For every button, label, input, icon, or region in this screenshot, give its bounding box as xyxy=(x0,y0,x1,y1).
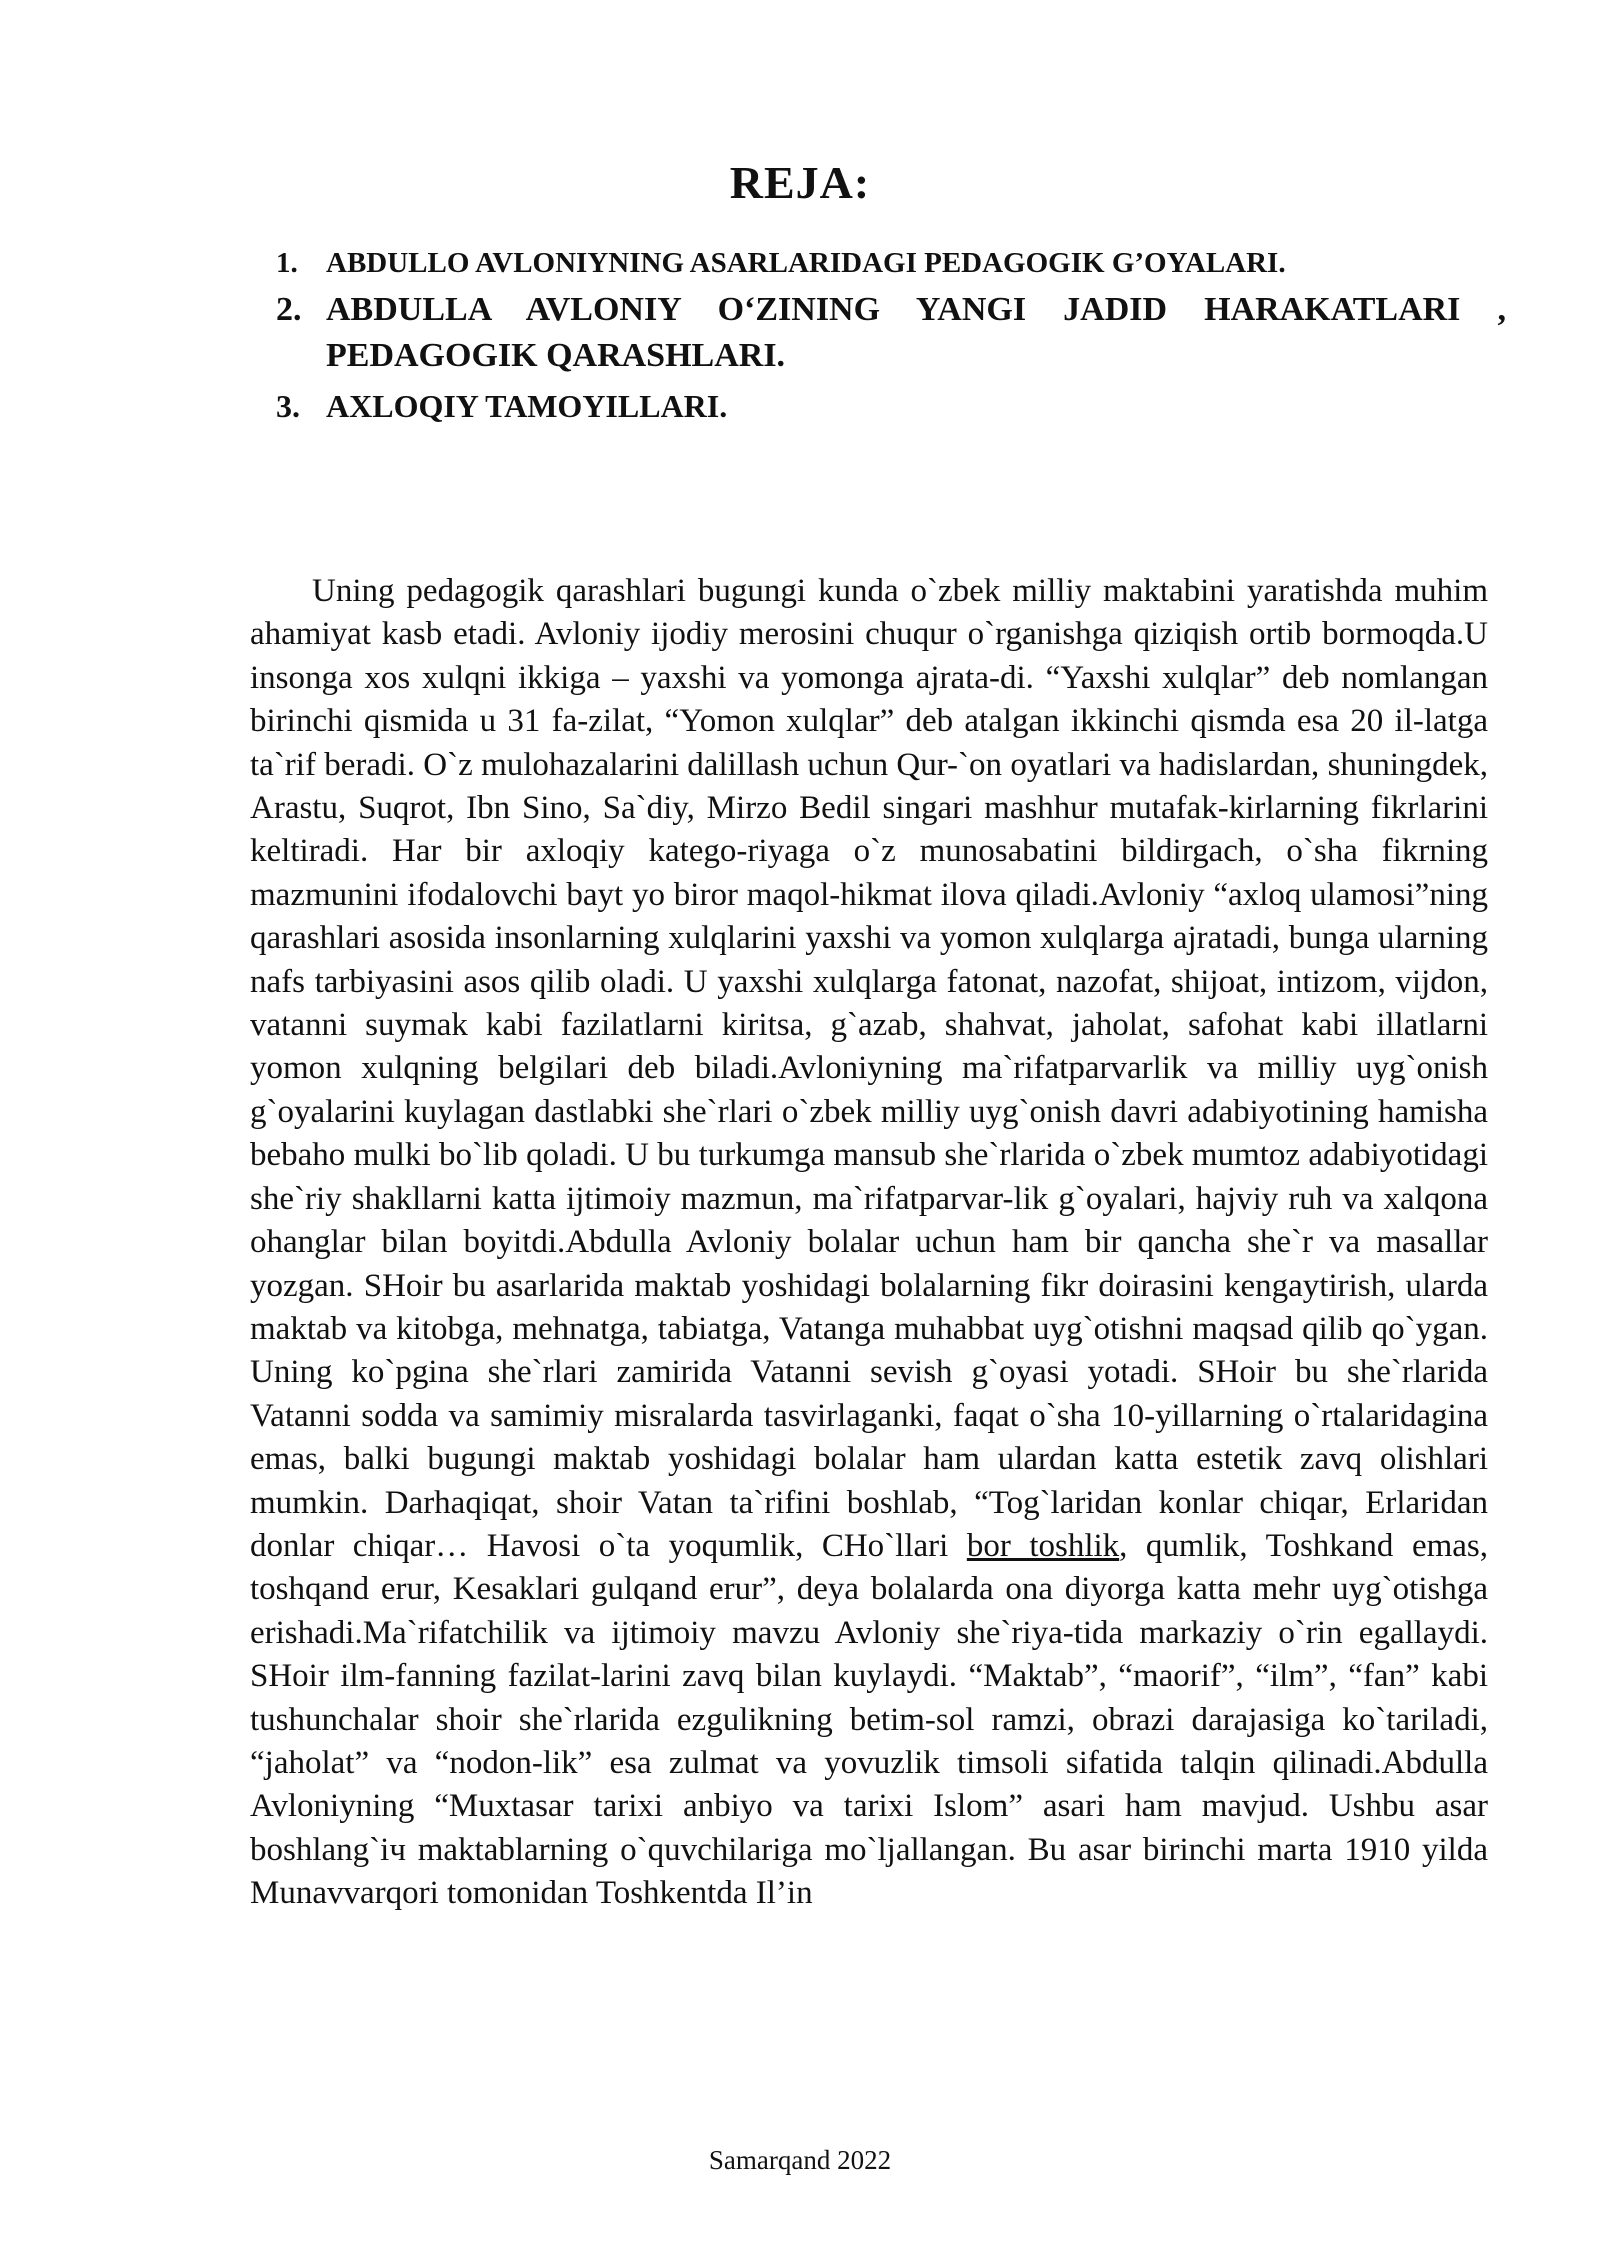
plan-item-text: ABDULLA AVLONIY O‘ZINING YANGI JADID HARAKATLARI , PEDAGOGIK QARASHLARI. xyxy=(326,291,1506,374)
plan-item xyxy=(276,243,1506,283)
plan-list xyxy=(276,243,1506,429)
body-text-part: Uning pedagogik qarashlari bugungi kunda o`zbek milliy maktabini yaratishda muhim ahamiyat kasb etadi. Avloniy ijodiy merosini chuqur o`rganishga qiziqish ortib bormoqda.U insonga xos xulqni ikkiga – yaxshi va yomonga ajrata-di. “Yaxshi xulqlar” deb nomlangan birinchi qismida u 31 fa-zilat, “Yomon xulqlar” deb atalgan ikkinchi qismda esa 20 il-latga ta`rif beradi. O`z mulohazalarini dalillash uchun Qur-`on oyatlari va hadislardan, shuningdek, Arastu, Suqrot, Ibn Sino, Sa`diy, Mirzo Bedil singari mashhur mutafak-kirlarning fikrlarini keltiradi. Har bir axloqiy katego-riyaga o`z munosabatini bildirgach, o`sha fikrning mazmunini ifodalovchi bayt yo biror maqol-hikmat ilova qiladi.Avloniy “axloq ulamosi”ning qarashlari asosida insonlarning xulqlarini yaxshi va yomon xulqlarga ajratadi, bunga ularning nafs tarbiyasini asos qilib oladi. U yaxshi xulqlarga fatonat, nazofat, shijoat, intizom, vijdon, vatanni suymak kabi fazilatlarni kiritsa, g`azab, shahvat, jaholat, safohat kabi illatlarni yomon xulqning belgilari deb biladi.Avloniyning ma`rifatparvarlik va milliy uyg`onish g`oyalarini kuylagan dastlabki she`rlari o`zbek milliy uyg`onish davri adabiyotining hamisha bebaho mulki bo`lib qoladi. U bu turkumga mansub she`rlarida o`zbek mumtoz adabiyotidagi she`riy shakllarni katta ijtimoiy mazmun, ma`rifatparvar-lik g`oyalari, hajviy ruh va xalqona ohanglar bilan boyitdi.Abdulla Avloniy bolalar uchun ham bir qancha she`r va masallar yozgan. SHoir bu asarlarida maktab yoshidagi bolalarning fikr doirasini kengaytirish, ularda maktab va kitobga, mehnatga, tabiatga, Vatanga muhabbat uyg`otishni maqsad qilib qo`ygan. Uning ko`pgina she`rlari zamirida Vatanni sevish g`oyasi yotadi. SHoir bu she`rlarida Vatanni sodda va samimiy misralarda tasvirlaganki, faqat o`sha 10-yillarning o`rtalaridagina emas, balki bugungi maktab yoshidagi bolalar ham ulardan katta estetik zavq olishlari mumkin. Darhaqiqat, shoir Vatan ta`rifini boshlab, “Tog`laridan konlar chiqar, Erlaridan donlar chiqar… Havosi o`ta yoqumlik, CHo`llari xyxy=(250,573,1488,1564)
plan-item-number: 3. xyxy=(276,388,300,424)
plan-item-number: 2. xyxy=(276,291,302,328)
body-text-part: , qumlik, Toshkand emas, toshqand erur, Kesaklari gulqand erur”, deya bolalarda ona diyorga katta mehr uyg`otishga erishadi.Ma`rifatchilik va ijtimoiy mavzu Avloniy she`riya-tida markaziy o`rin egallaydi. SHoir ilm-fanning fazilat-larini zavq bilan kuylaydi. “Maktab”, “maorif”, “ilm”, “fan” kabi tushunchalar shoir she`rlarida ezgulikning betim-sol ramzi, obrazi darajasiga ko`tariladi, “jaholat” va “nodon-lik” esa zulmat va yovuzlik timsoli sifatida talqin qilinadi.Abdulla Avloniyning “Muxtasar tarixi anbiyo va tarixi Islom” asari ham mavjud. Ushbu asar boshlang`iч maktablarning o`quvchilariga mo`ljallangan. Bu asar birinchi marta 1910 yilda Munavvarqori tomonidan Toshkentda Il’in xyxy=(250,1527,1488,1912)
body-paragraph xyxy=(250,570,1488,1916)
plan-item xyxy=(276,287,1506,379)
plan-item-text: AXLOQIY TAMOYILLARI. xyxy=(326,388,728,424)
underlined-phrase: bor toshlik xyxy=(966,1527,1120,1564)
plan-item-text: ABDULLO AVLONIYNING ASARLARIDAGI PEDAGOGIK G’OYALARI. xyxy=(326,247,1286,279)
page-title: REJA: xyxy=(729,157,871,208)
plan-item-number: 1. xyxy=(276,247,298,279)
page-footer: Samarqand 2022 xyxy=(708,2145,892,2175)
plan-item xyxy=(276,383,1506,429)
